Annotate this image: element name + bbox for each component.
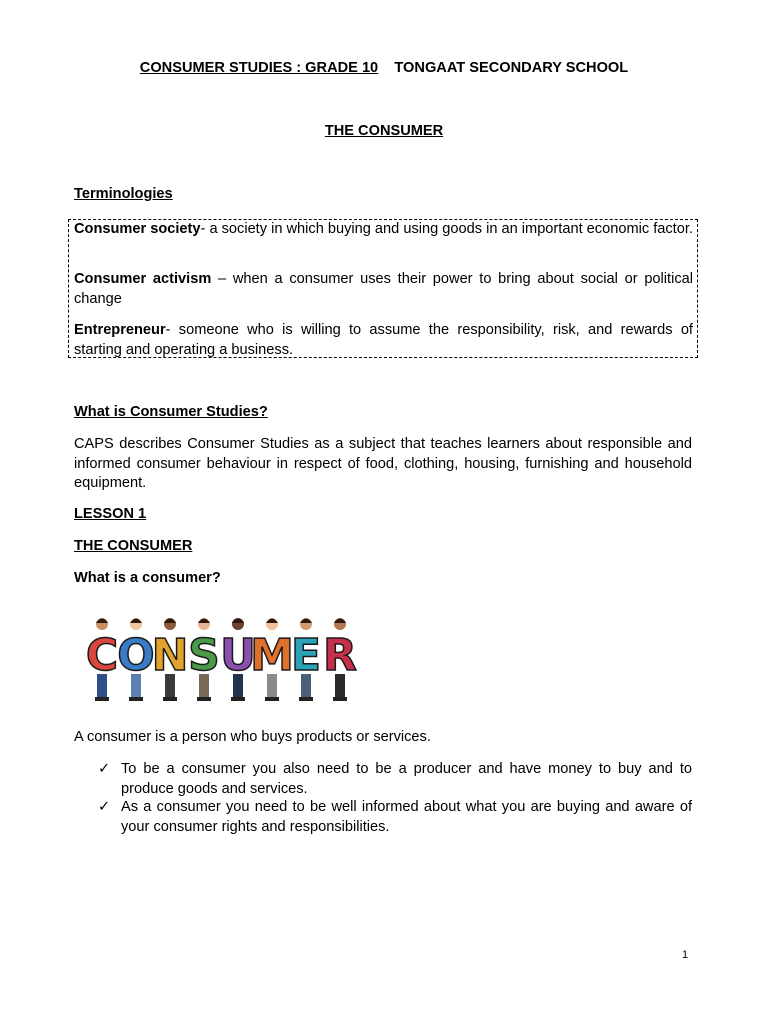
person-shoes (299, 697, 313, 701)
letter-card: U (220, 630, 256, 681)
term-definition: - a society in which buying and using goods in an important economic factor. (200, 221, 693, 237)
header-subject: CONSUMER STUDIES : GRADE 10 (139, 60, 379, 76)
person-hair (334, 619, 346, 624)
person-hair (164, 619, 176, 624)
lesson-question: What is a consumer? (74, 570, 221, 586)
term-consumer-activism (74, 270, 693, 309)
person-figure (188, 618, 220, 701)
checkmark-icon: ✓ (98, 799, 111, 815)
term-label: Consumer activism (74, 271, 212, 287)
term-consumer-society (74, 220, 693, 240)
bullet-item: As a consumer you need to be well informed about what you are buying and aware of your consumer rights and responsibilities. (121, 799, 692, 835)
person-hair (266, 619, 278, 624)
terminologies-heading: Terminologies (74, 186, 173, 202)
checkmark-icon: ✓ (98, 761, 111, 777)
person-shoes (197, 697, 211, 701)
person-hair (198, 619, 210, 624)
term-definition: – when a consumer uses their power to bring about social or political change (74, 271, 693, 307)
letter-card: M (250, 630, 294, 681)
person-figure (291, 618, 321, 701)
consumer-definition: A consumer is a person who buys products or services. (74, 729, 431, 745)
person-shoes (231, 697, 245, 701)
consumer-studies-paragraph: CAPS describes Consumer Studies as a subject that teaches learners about responsible and informed consumer behaviour in respect of food, clothing, housing, furnishing and household equipment. (74, 436, 692, 492)
what-is-consumer-studies-heading: What is Consumer Studies? (74, 404, 268, 420)
letter-card: C (85, 630, 119, 681)
person-shoes (265, 697, 279, 701)
person-hair (96, 619, 108, 624)
letter-card: S (188, 630, 220, 681)
person-hair (300, 619, 312, 624)
consumer-people-image (80, 612, 360, 702)
bullet-item: To be a consumer you also need to be a producer and have money to buy and to produce goods and services. (121, 761, 692, 797)
lesson-title: THE CONSUMER (74, 538, 193, 554)
page-number: 1 (682, 949, 689, 961)
person-hair (130, 619, 142, 624)
letter-card: N (151, 630, 189, 681)
letter-card: R (323, 630, 357, 681)
page-title: THE CONSUMER (324, 123, 444, 139)
letter-card: O (117, 630, 155, 681)
person-shoes (163, 697, 177, 701)
consumer-illustration (80, 612, 360, 702)
person-figure (117, 618, 154, 701)
document-header (0, 60, 768, 76)
term-definition: - someone who is willing to assume the responsibility, risk, and rewards of starting and operating a business. (74, 322, 693, 358)
person-figure (250, 618, 294, 701)
header-school: TONGAAT SECONDARY SCHOOL (394, 60, 629, 76)
person-figure (86, 618, 118, 701)
person-figure (152, 618, 189, 701)
person-figure (323, 618, 357, 701)
terminologies-box (68, 219, 698, 358)
person-hair (232, 619, 244, 624)
term-entrepreneur (74, 321, 693, 360)
letter-card: E (290, 630, 322, 681)
lesson-label: LESSON 1 (74, 506, 147, 522)
term-label: Consumer society (74, 221, 201, 237)
person-shoes (95, 697, 109, 701)
term-label: Entrepreneur (74, 322, 166, 338)
person-shoes (129, 697, 143, 701)
person-shoes (333, 697, 347, 701)
